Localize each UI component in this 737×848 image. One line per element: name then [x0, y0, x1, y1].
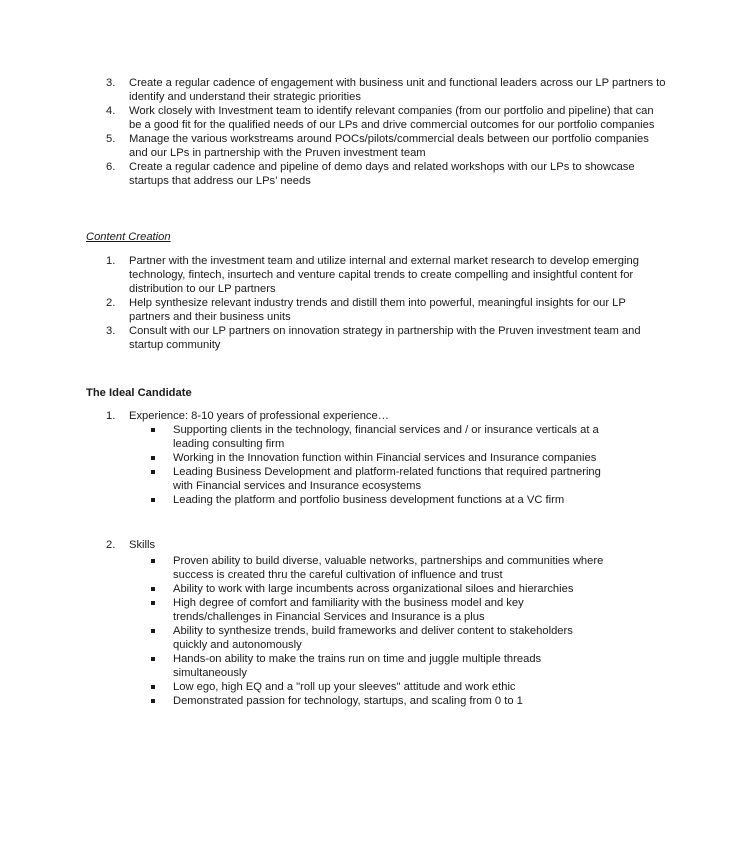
bullet-text: Leading the platform and portfolio business development functions at a VC firm — [173, 494, 565, 506]
content-creation-heading: Content Creation — [86, 231, 171, 243]
bullet-item — [129, 451, 609, 465]
bullet-item — [129, 465, 609, 493]
bullet-item — [129, 493, 609, 507]
content-creation-list — [86, 254, 666, 352]
skills-label: Skills — [129, 539, 156, 551]
bullet-text: Ability to work with large incumbents across organizational siloes and hierarchies — [173, 583, 574, 595]
list-item-text: Help synthesize relevant industry trends and distill them into powerful, meaningful insights for our LP partners and their business units — [129, 297, 626, 323]
list-number: 3. — [106, 77, 116, 89]
experience-label: Experience: 8-10 years of professional experience… — [129, 410, 389, 422]
bullet-text: Proven ability to build diverse, valuable networks, partnerships and communities where success is created thru the careful cultivation of influence and trust — [173, 555, 604, 581]
list-item — [86, 254, 666, 296]
skills-item — [86, 538, 666, 552]
bullet-icon — [151, 657, 155, 661]
bullet-item — [129, 624, 609, 652]
list-item — [86, 296, 666, 324]
bullet-text: Hands-on ability to make the trains run on time and juggle multiple threads simultaneously — [173, 653, 542, 679]
bullet-icon — [151, 699, 155, 703]
ideal-candidate-heading: The Ideal Candidate — [86, 387, 192, 399]
bullet-icon — [151, 629, 155, 633]
list-item — [86, 160, 666, 188]
list-number: 2. — [106, 539, 116, 551]
bullet-icon — [151, 428, 155, 432]
list-number: 2. — [106, 297, 116, 309]
list-number: 3. — [106, 325, 116, 337]
list-item — [86, 132, 666, 160]
bullet-text: High degree of comfort and familiarity with the business model and key trends/challenges in Financial Services and Insurance is a plus — [173, 597, 524, 623]
list-item-text: Work closely with Investment team to identify relevant companies (from our portfolio and pipeline) that can be a good fit for the qualified needs of our LPs and drive commercial outcomes for our portfolio companies — [129, 105, 655, 131]
list-item-text: Create a regular cadence and pipeline of demo days and related workshops with our LPs to showcase startups that address our LPs’ needs — [129, 161, 635, 187]
list-number: 1. — [106, 255, 116, 267]
bullet-item — [129, 596, 609, 624]
list-item — [86, 324, 666, 352]
list-item-text: Manage the various workstreams around POCs/pilots/commercial deals between our portfolio companies and our LPs in partnership with the Pruven investment team — [129, 133, 649, 159]
bullet-text: Ability to synthesize trends, build frameworks and deliver content to stakeholders quickly and autonomously — [173, 625, 573, 651]
list-item-text: Consult with our LP partners on innovation strategy in partnership with the Pruven investment team and startup community — [129, 325, 641, 351]
list-number: 4. — [106, 105, 116, 117]
bullet-item — [129, 652, 609, 680]
list-item — [86, 76, 666, 104]
list-number: 5. — [106, 133, 116, 145]
bullet-icon — [151, 498, 155, 502]
list-number: 6. — [106, 161, 116, 173]
bullet-icon — [151, 470, 155, 474]
list-item-text: Partner with the investment team and utilize internal and external market research to develop emerging technology, fintech, insurtech and venture capital trends to create compelling and insightful content for distribution to our LP partners — [129, 255, 639, 295]
bullet-text: Demonstrated passion for technology, startups, and scaling from 0 to 1 — [173, 695, 523, 707]
bullet-item — [129, 680, 609, 694]
bullet-icon — [151, 456, 155, 460]
engagement-list — [86, 76, 666, 188]
experience-section — [86, 409, 666, 507]
bullet-item — [129, 694, 609, 708]
bullet-item — [129, 554, 609, 582]
bullet-icon — [151, 587, 155, 591]
experience-bullets — [129, 423, 609, 507]
list-item-text: Create a regular cadence of engagement with business unit and functional leaders across our LP partners to identify and understand their strategic priorities — [129, 77, 666, 103]
bullet-icon — [151, 601, 155, 605]
bullet-icon — [151, 685, 155, 689]
bullet-text: Supporting clients in the technology, financial services and / or insurance verticals at a leading consulting firm — [173, 424, 599, 450]
bullet-text: Working in the Innovation function within Financial services and Insurance companies — [173, 452, 597, 464]
bullet-text: Low ego, high EQ and a "roll up your sleeves" attitude and work ethic — [173, 681, 516, 693]
bullet-item — [129, 423, 609, 451]
bullet-item — [129, 582, 609, 596]
bullet-text: Leading Business Development and platform-related functions that required partnering with Financial services and Insurance ecosystems — [173, 466, 601, 492]
skills-bullets — [129, 554, 609, 708]
list-number: 1. — [106, 410, 116, 422]
bullet-icon — [151, 559, 155, 563]
experience-item — [86, 409, 666, 423]
list-item — [86, 104, 666, 132]
skills-section — [86, 538, 666, 708]
